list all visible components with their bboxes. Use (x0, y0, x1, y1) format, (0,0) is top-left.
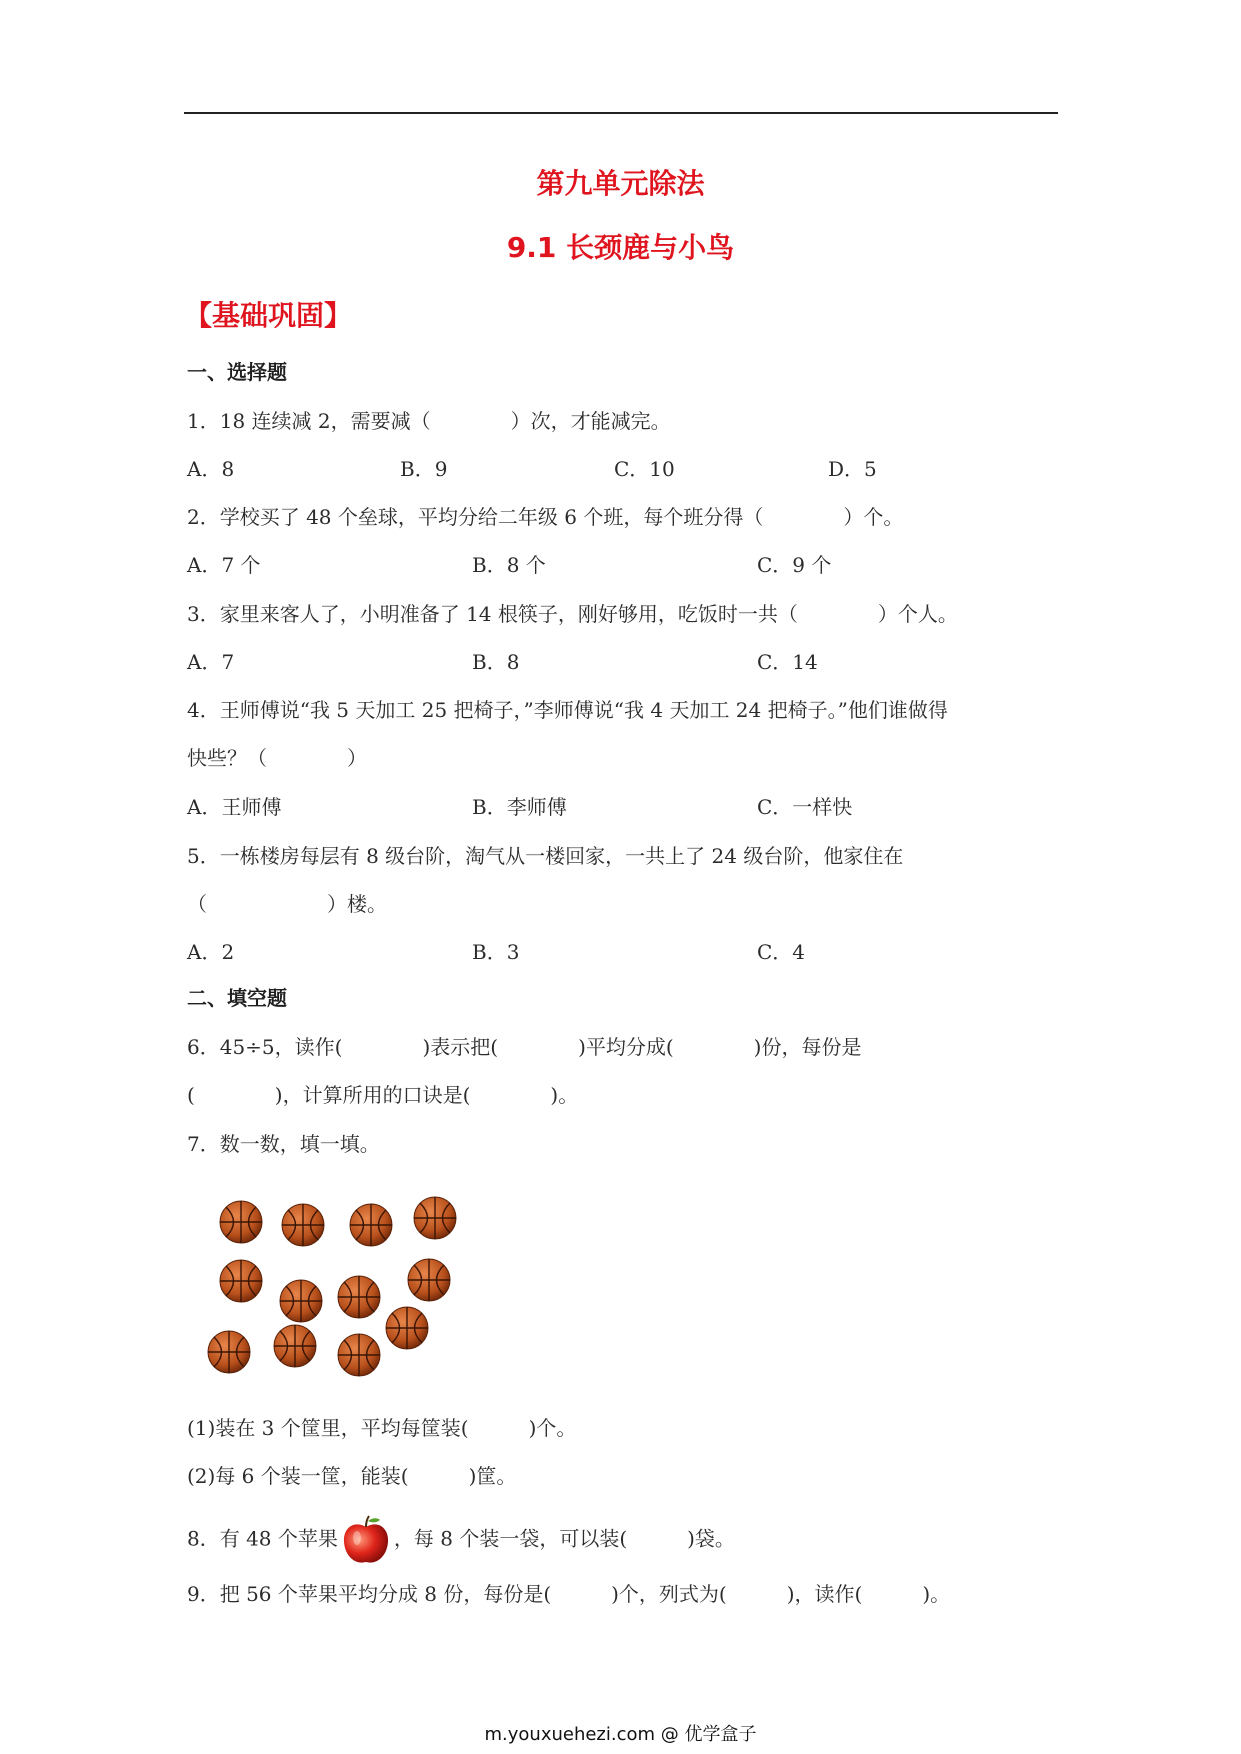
unit-title: 第九单元除法 (536, 167, 705, 200)
apple-icon (340, 1514, 392, 1566)
basketball (338, 1276, 380, 1318)
section-label: 【基础巩固】 (184, 299, 353, 332)
question-7-sub1: (1)装在 3 个筐里，平均每筐装( )个。 (187, 1416, 577, 1440)
question-6-line1: 6．45÷5，读作( )表示把( )平均分成( )份，每份是 (187, 1035, 862, 1059)
basketball (350, 1204, 392, 1246)
q5-option-b: B．3 (472, 940, 520, 964)
question-2: 2．学校买了 48 个垒球，平均分给二年级 6 个班，每个班分得（ ）个。 (187, 505, 904, 529)
question-9: 9．把 56 个苹果平均分成 8 份，每份是( )个，列式为( )，读作( )。 (187, 1582, 951, 1606)
question-1: 1．18 连续减 2，需要减（ ）次，才能减完。 (187, 409, 671, 433)
part2-heading: 二、填空题 (187, 986, 287, 1010)
q4-option-b: B．李师傅 (472, 795, 567, 819)
basketball (338, 1334, 380, 1376)
basketball (220, 1201, 262, 1243)
header-rule (184, 112, 1058, 114)
q2-option-b: B．8 个 (472, 553, 546, 577)
question-3: 3．家里来客人了，小明准备了 14 根筷子，刚好够用，吃饭时一共（ ）个人。 (187, 602, 958, 626)
q1-option-d: D．5 (828, 457, 877, 481)
basketball (280, 1280, 322, 1322)
basketball (414, 1197, 456, 1239)
q5-option-c: C．4 (757, 940, 806, 964)
basketball (274, 1325, 316, 1367)
basketball (408, 1259, 450, 1301)
basketball (386, 1307, 428, 1349)
question-5-line1: 5．一栋楼房每层有 8 级台阶，淘气从一楼回家，一共上了 24 级台阶，他家住在 (187, 844, 904, 868)
question-4-line1: 4．王师傅说“我 5 天加工 25 把椅子，”李师傅说“我 4 天加工 24 把椅子。”他们谁做得 (187, 698, 948, 722)
question-7: 7．数一数，填一填。 (187, 1132, 380, 1156)
basketball (208, 1331, 250, 1373)
footer-watermark: m.youxuehezi.com @ 优学盒子 (484, 1724, 757, 1745)
question-5-line2: （ ）楼。 (187, 892, 387, 916)
question-8-before: 8．有 48 个苹果 (187, 1526, 338, 1551)
q2-option-c: C．9 个 (757, 553, 832, 577)
lesson-title: 9.1 长颈鹿与小鸟 (506, 231, 735, 264)
question-7-sub2: (2)每 6 个装一筐，能装( )筐。 (187, 1464, 517, 1488)
q4-option-a: A．王师傅 (187, 795, 282, 819)
q2-option-a: A．7 个 (187, 553, 261, 577)
question-4-line2: 快些？（ ） (187, 746, 367, 770)
q1-option-c: C．10 (614, 457, 675, 481)
question-8 (187, 1514, 735, 1566)
q1-option-b: B．9 (400, 457, 448, 481)
q3-option-c: C．14 (757, 650, 818, 674)
q3-option-a: A．7 (187, 650, 235, 674)
q5-option-a: A．2 (187, 940, 235, 964)
q4-option-c: C．一样快 (757, 795, 853, 819)
part1-heading: 一、选择题 (187, 360, 287, 384)
q1-option-a: A．8 (187, 457, 235, 481)
q3-option-b: B．8 (472, 650, 520, 674)
basketball (282, 1204, 324, 1246)
basketball (220, 1260, 262, 1302)
basketballs-picture (195, 1185, 475, 1385)
question-6-line2: ( )，计算所用的口诀是( )。 (187, 1083, 579, 1107)
question-8-after: ，每 8 个装一袋，可以装( )袋。 (393, 1526, 735, 1551)
